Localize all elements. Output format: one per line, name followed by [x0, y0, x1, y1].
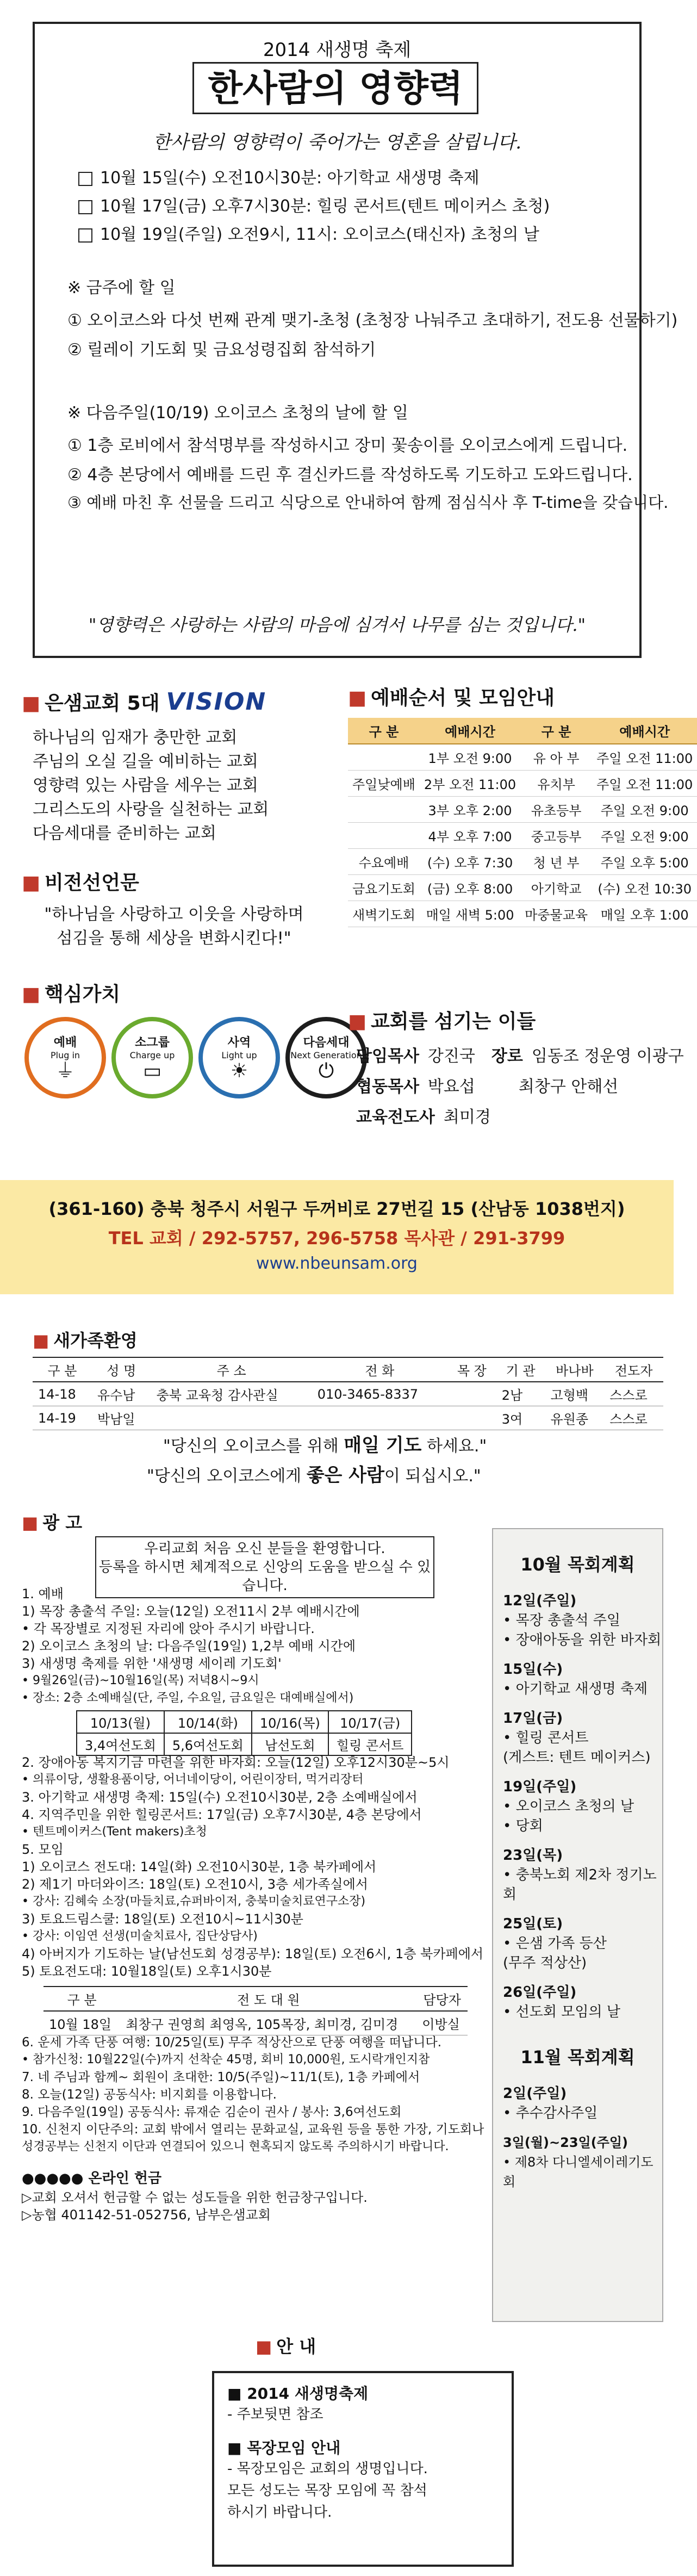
- calendar-item: 26일(주일) • 선도회 모임의 날: [503, 1984, 620, 2020]
- battery-icon: ▭: [142, 1060, 161, 1082]
- ads-list-2: 2. 장애아동 복지기금 마련을 위한 바자회: 오늘(12일) 오후12시30분~5시 • 의류이당, 생활용품이당, 어너네이당이, 어린이장터, 먹거리장터 3. 아기학교 새생명 축제: 15일(수) 오전10시30분, 2층 소예배실에서 4. 지역주민을 위한 힐링콘서트: 17일(금) 오후7시30분, 4층 본당에서 • 텐트메이커스(Tent makers)초청 5. 모임 1) 오이코스 전도대: 14일(화) 오전10시30분, 1층 북카페에서 2) 제1기 마더와이즈: 18일(토) 오전10시, 3층 세가족실에서 • 강사: 김혜숙 소장(마들치료,슈퍼바이저, 충북미술치료연구소장) 3) 토요드림스쿨: 18일(토) 오전10시~11시30분 • 강사: 이임연 선생(미술치료사, 집단상담사) 4) 아버지가 기도하는 날(남선도회 성경공부): 18일(토) 오전6시, 1층 북카페에서 5) 토요전도대: 10월18일(토) 오후1시30분: [22, 1755, 484, 1979]
- event-item: 10월 15일(수) 오전10시30분: 아기학교 새생명 축제: [78, 164, 480, 188]
- online-offering-info: ▷교회 오셔서 헌금할 수 없는 성도들을 위한 헌금창구입니다. ▷농협 401142-51-052756, 남부은샘교회: [22, 2190, 368, 2223]
- table-row: 14-18 유수남 충북 교육청 감사관실 010-3465-8337 2남 고형백 스스로: [33, 1382, 663, 1406]
- table-row: 3,4여선도회 5,6여선도회 남선도회 힐링 콘서트: [77, 1733, 412, 1755]
- bullet-icon: ■: [22, 872, 41, 894]
- staff-row: 담임목사 강진국 장로 임동조 정운영 이광구: [356, 1047, 684, 1066]
- table-row: 10월 18일 최창구 권영희 최영옥, 105목장, 최미경, 김미경 이방실: [43, 2011, 468, 2035]
- event-item: 10월 17일(금) 오후7시30분: 힐링 콘서트(텐트 메이커스 초청): [78, 193, 550, 216]
- value-worship: 예배 Plug in ⏚: [24, 1017, 106, 1098]
- prayer-schedule-table: [76, 1710, 412, 1756]
- address-line: (361-160) 충북 청주시 서원구 두꺼비로 27번길 15 (산남동 1038번지): [48, 1199, 625, 1219]
- staff-row: 교육전도사 최미경: [356, 1108, 491, 1127]
- calendar-item: 23일(목) • 충북노회 제2차 정기노회: [503, 1847, 657, 1903]
- table-header: 구 분 예배시간 구 분 예배시간: [348, 718, 697, 744]
- vision-item: 주님의 오실 길을 예비하는 교회: [33, 752, 258, 771]
- staff-heading: ■ 교회를 섬기는 이들: [348, 1010, 536, 1033]
- plug-icon: ⏚: [55, 1060, 75, 1082]
- vision-word: VISION: [166, 688, 267, 716]
- calendar-item: 12일(주일) • 목장 총출석 주일 • 장애아동을 위한 바자회: [503, 1593, 662, 1648]
- website-link[interactable]: www.nbeunsam.org: [256, 1254, 418, 1273]
- bulb-icon: ☀: [230, 1060, 248, 1082]
- this-week-title: ※ 금주에 할 일: [67, 278, 176, 297]
- table-row: 수요예배 (수) 오후 7:30 청 년 부 주일 오후 5:00: [348, 849, 697, 875]
- next-week-title: ※ 다음주일(10/19) 오이코스 초청의 날에 할 일: [67, 404, 408, 423]
- checkbox-icon: [78, 172, 92, 186]
- prayer-line-2: "당신의 오이코스에게 좋은 사람이 되십시오.": [147, 1464, 481, 1486]
- table-row: 주일낮예배 2부 오전 11:00 유치부 주일 오전 11:00: [348, 771, 697, 797]
- value-next-generation: 다음세대 Next Generation ⏻: [285, 1017, 367, 1098]
- calendar-item: 25일(토) • 은샘 가족 등산 (무주 적상산): [503, 1916, 607, 1971]
- values-heading: ■ 핵심가치: [22, 983, 121, 1005]
- calendar-item: 17일(금) • 힐링 콘서트 (게스트: 텐트 메이커스): [503, 1710, 651, 1766]
- vision-item: 다음세대를 준비하는 교회: [33, 824, 216, 843]
- vision-heading: ■ 은샘교회 5대 VISION: [22, 688, 267, 716]
- vision-list: [33, 726, 269, 846]
- bullet-icon: ■: [22, 692, 41, 715]
- welcome-box: 우리교회 처음 오신 분들을 환영합니다. 등록을 하시면 체계적으로 신앙의 도움을 받으실 수 있습니다.: [95, 1536, 434, 1598]
- calendar-item: 3일(월)~23일(주일) • 제8차 다니엘세이레기도회: [503, 2135, 654, 2189]
- ads-heading: ■ 광 고: [22, 1512, 83, 1533]
- bullet-icon: ■: [256, 2336, 272, 2357]
- statement-heading: ■ 비전선언문: [22, 872, 139, 894]
- newcomers-heading: ■ 새가족환영: [33, 1330, 138, 1351]
- newcomers-table: [33, 1357, 663, 1430]
- table-row: 4부 오후 7:00 중고등부 주일 오전 9:00: [348, 823, 697, 849]
- online-offering-heading: ●●●●● 온라인 헌금: [22, 2170, 162, 2187]
- table-header: 구 분 전 도 대 원 담당자: [43, 1987, 468, 2011]
- staff-row: 협동목사 박요섭 최창구 안해선: [356, 1077, 619, 1096]
- october-heading: 10월 목회계획: [520, 1554, 635, 1575]
- statement-body: "하나님을 사랑하고 이웃을 사랑하며 섬김을 통해 세상을 변화시킨다!": [44, 905, 304, 948]
- vision-item: 그리스도의 사랑을 실천하는 교회: [33, 800, 269, 819]
- ads-list-3: 6. 운세 가족 단풍 여행: 10/25일(토) 무주 적상산으로 단풍 여행을 떠납니다. • 참가신청: 10월22일(수)까지 선착순 45명, 회비 10,000원, 도시락개인지참 7. 네 주님과 함께~ 회원이 초대한: 10/5(주일)~11/1(토), 1층 카페에서 8. 오늘(12일) 공동식사: 비지회를 이용합니다. 9. 다음주일(19일) 공동식사: 류재순 김순이 권사 / 봉사: 3,6여선도회 10. 신천지 이단주의: 교회 밖에서 열리는 문화교실, 교육원 등을 통한 가장, 기도회나 성경공부는 신천지 이단과 연결되어 있으니 현혹되지 않도록 주의하시기 바랍니다.: [22, 2035, 484, 2153]
- next-week-item: ① 1층 로비에서 참석명부를 작성하시고 장미 꽃송이를 오이코스에게 드립니다.: [67, 436, 628, 455]
- prayer-line-1: "당신의 오이코스를 위해 매일 기도 하세요.": [163, 1435, 487, 1456]
- notice-box: ■ 2014 새생명축제 - 주보뒷면 참조 ■ 목장모임 안내 - 목장모임은 교회의 생명입니다. 모든 성도는 목장 모임에 꼭 참석 하시기 바랍니다.: [212, 2371, 514, 2567]
- power-icon: ⏻: [318, 1060, 334, 1082]
- table-row: 14-19 박남일 3여 유원종 스스로: [33, 1406, 663, 1430]
- table-row: 10/13(월) 10/14(화) 10/16(목) 10/17(금): [77, 1711, 412, 1733]
- campaign-slogan: 한사람의 영향력이 죽어가는 영혼을 살립니다.: [152, 132, 522, 153]
- bullet-icon: ■: [22, 1512, 39, 1533]
- notice-heading: ■ 안 내: [256, 2336, 316, 2357]
- event-item: 10월 19일(주일) 오전9시, 11시: 오이코스(태신자) 초청의 날: [78, 221, 539, 245]
- vision-item: 하나님의 임재가 충만한 교회: [33, 728, 238, 747]
- staff-list: [356, 1041, 684, 1133]
- bullet-icon: ■: [33, 1330, 49, 1351]
- calendar-item: 2일(주일) • 추수감사주일: [503, 2085, 598, 2121]
- bullet-icon: ■: [22, 983, 41, 1005]
- calendar-item: 19일(주일) • 오이코스 초청의 날 • 당회: [503, 1779, 634, 1834]
- this-week-item: ① 오이코스와 다섯 번째 관계 맺기-초청 (초청장 나눠주고 초대하기, 전도용 선물하기): [67, 311, 678, 330]
- checkbox-icon: [78, 200, 92, 214]
- table-header: 구 분 성 명 주 소 전 화 목 장 기 관 바나바 전도자: [33, 1357, 663, 1382]
- campaign-year-title: 2014 새생명 축제: [263, 39, 412, 61]
- bullet-icon: ■: [348, 687, 367, 709]
- bullet-icon: ■: [348, 1010, 367, 1033]
- campaign-title: 한사람의 영향력: [192, 62, 478, 114]
- worship-heading: ■ 예배순서 및 모임안내: [348, 687, 555, 709]
- next-week-item: ② 4층 본당에서 예배를 드린 후 결신카드를 작성하도록 기도하고 도와드립니다.: [67, 465, 633, 485]
- value-small-group: 소그룹 Charge up ▭: [111, 1017, 193, 1098]
- november-list: [493, 2084, 662, 2192]
- calendar-item: 15일(수) • 아기학교 새생명 축제: [503, 1661, 648, 1697]
- address-band: [0, 1180, 674, 1294]
- campaign-footer-quote: "영향력은 사랑하는 사람의 마음에 심겨서 나무를 심는 것입니다.": [88, 614, 586, 635]
- november-heading: 11월 목회계획: [520, 2047, 635, 2068]
- vision-item: 영향력 있는 사람을 세우는 교회: [33, 776, 258, 795]
- value-ministry: 사역 Light up ☀: [198, 1017, 280, 1098]
- table-row: 금요기도회 (금) 오후 8:00 아기학교 (수) 오전 10:30: [348, 875, 697, 901]
- dots-icon: ●●●●●: [22, 2170, 84, 2187]
- table-row: 새벽기도회 매일 새벽 5:00 마중물교육 매일 오후 1:00: [348, 901, 697, 927]
- checkbox-icon: [78, 228, 92, 243]
- worship-table: [348, 718, 697, 927]
- phone-line: TEL 교회 / 292-5757, 296-5758 목사관 / 291-3799: [108, 1228, 565, 1249]
- october-list: [493, 1591, 662, 2022]
- next-week-item: ③ 예배 마친 후 선물을 드리고 식당으로 안내하여 함께 점심식사 후 T-time을 갖습니다.: [67, 493, 669, 512]
- evangelism-team-table: [43, 1986, 468, 2035]
- pastoral-calendar: [492, 1528, 663, 2322]
- table-row: 3부 오후 2:00 유초등부 주일 오전 9:00: [348, 797, 697, 823]
- campaign-box: [33, 22, 678, 658]
- table-row: 1부 오전 9:00 유 아 부 주일 오전 11:00: [348, 744, 697, 771]
- ads-list-1: 1. 예배 1) 목장 총출석 주일: 오늘(12일) 오전11시 2부 예배시간에 • 각 목장별로 지정된 자리에 앉아 주시기 바랍니다. 2) 오이코스 초청의 날: 다음주일(19일) 1,2부 예배 시간에 3) 새생명 축제를 위한 '새생명 세이레 기도회' • 9월26일(금)~10월16일(목) 저녁8시~9시 • 장소: 2층 소예배실(단, 주일, 수요일, 금요일은 대예배실에서): [22, 1586, 360, 1705]
- this-week-item: ② 릴레이 기도회 및 금요성령집회 참석하기: [67, 340, 376, 359]
